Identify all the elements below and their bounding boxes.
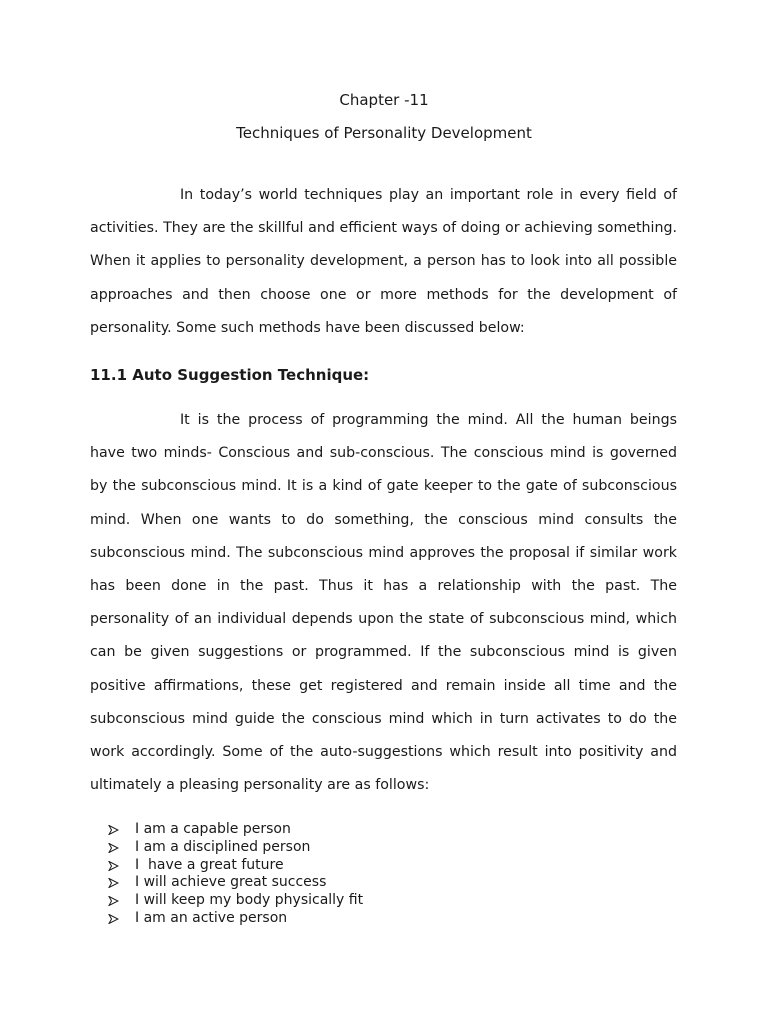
list-item (108, 857, 363, 875)
section-heading: 11.1 Auto Suggestion Technique: (90, 366, 370, 384)
list-item (108, 910, 363, 928)
list-item-text: I will achieve great success (135, 874, 327, 891)
list-item (108, 874, 363, 892)
arrow-bullet-icon (108, 878, 119, 888)
list-item (108, 839, 363, 857)
list-item-text: I have a great future (135, 856, 284, 873)
list-item-text: I am a capable person (135, 821, 291, 837)
arrow-bullet-icon (108, 861, 119, 871)
arrow-bullet-icon (108, 914, 119, 924)
arrow-bullet-icon (108, 825, 119, 835)
intro-paragraph: In today’s world techniques play an important role in every field of activities. They are the skillful and efficient ways of doing or achieving something. When it applies to personality development, a person has to look into all possible approaches and then choose one or more methods for the development of personality. Some such methods have been discussed below: (90, 187, 677, 336)
list-item (108, 821, 363, 839)
section-paragraph: It is the process of programming the mind. All the human beings have two minds- Conscious and sub-conscious. The conscious mind is governed by the subconscious mind. It is a kind of gate keeper to the gate of subconscious mind. When one wants to do something, the conscious mind consults the subconscious mind. The subconscious mind approves the proposal if similar work has been done in the past. Thus it has a relationship with the past. The personality of an individual depends upon the state of subconscious mind, which can be given suggestions or programmed. If the subconscious mind is given positive affirmations, these get registered and remain inside all time and the subconscious mind guide the conscious mind which in turn activates to do the work accordingly. Some of the auto-suggestions which result into positivity and ultimately a pleasing personality are as follows: (90, 412, 677, 794)
affirmation-list (108, 821, 363, 928)
chapter-label: Chapter -11 (339, 91, 429, 109)
arrow-bullet-icon (108, 896, 119, 906)
list-item (108, 892, 363, 910)
list-item-text: I am an active person (135, 909, 288, 926)
list-item-text: I am a disciplined person (135, 838, 311, 855)
chapter-title: Techniques of Personality Development (236, 124, 532, 142)
list-item-text: I will keep my body physically fit (135, 892, 364, 909)
arrow-bullet-icon (108, 843, 119, 853)
